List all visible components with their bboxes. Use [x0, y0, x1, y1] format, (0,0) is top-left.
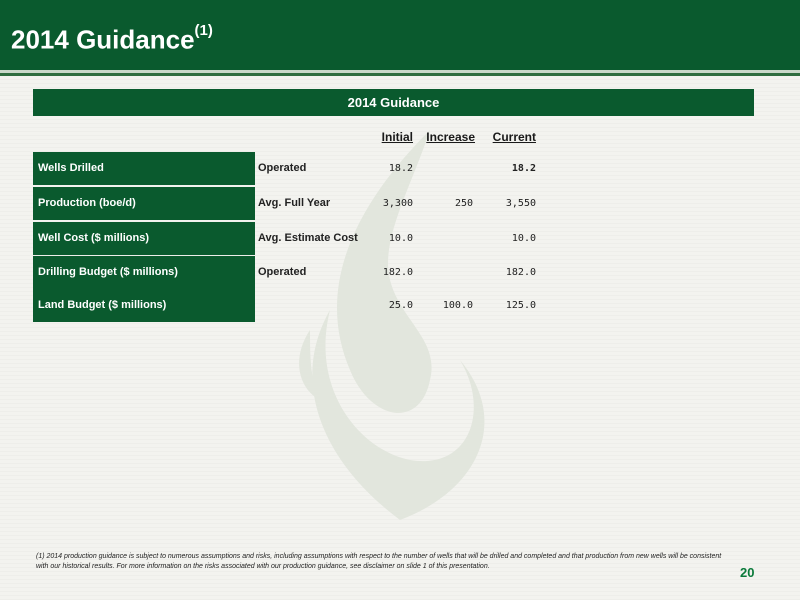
cell-increase: 250	[454, 198, 473, 209]
row-label: Land Budget ($ millions)	[33, 289, 255, 322]
row-sublabel: Operated	[258, 162, 307, 174]
cell-initial: 3,300	[382, 198, 413, 209]
cell-initial: 10.0	[388, 233, 413, 244]
column-header-initial: Initial	[381, 130, 413, 144]
row-sublabel: Avg. Estimate Cost	[258, 232, 358, 244]
cell-current: 18.2	[511, 163, 536, 174]
page-number: 20	[740, 565, 755, 580]
table-banner: 2014 Guidance	[33, 89, 754, 116]
row-sublabel: Operated	[258, 266, 307, 278]
row-label: Wells Drilled	[33, 152, 255, 185]
footnote: (1) 2014 production guidance is subject to numerous assumptions and risks, including assumptions with respect to the number of wells that will be drilled and completed and that production from new wells will be consistent with our historical results. For more information on the risks associated with our production guidance, see disclaimer on slide 1 of this presentation.	[36, 553, 722, 570]
slide-header	[0, 0, 800, 70]
cell-initial: 18.2	[388, 163, 413, 174]
header-divider-dark	[0, 73, 800, 76]
column-header-increase: Increase	[426, 130, 475, 144]
table-row	[33, 289, 543, 322]
row-sublabel: Avg. Full Year	[258, 197, 331, 209]
table-row	[33, 222, 543, 255]
cell-current: 182.0	[505, 267, 536, 278]
row-label: Drilling Budget ($ millions)	[33, 256, 255, 289]
slide-title-text: 2014 Guidance	[11, 24, 195, 55]
title-footnote-marker: (1)	[194, 22, 213, 39]
row-label: Well Cost ($ millions)	[33, 222, 255, 255]
table-row	[33, 187, 543, 220]
table-row	[33, 256, 543, 289]
cell-initial: 25.0	[388, 300, 413, 311]
slide-title	[11, 20, 213, 55]
cell-initial: 182.0	[382, 267, 413, 278]
cell-current: 3,550	[505, 198, 536, 209]
column-header-current: Current	[492, 130, 536, 144]
table-row	[33, 152, 543, 185]
cell-current: 10.0	[511, 233, 536, 244]
cell-current: 125.0	[505, 300, 536, 311]
row-label: Production (boe/d)	[33, 187, 255, 220]
cell-increase: 100.0	[442, 300, 473, 311]
